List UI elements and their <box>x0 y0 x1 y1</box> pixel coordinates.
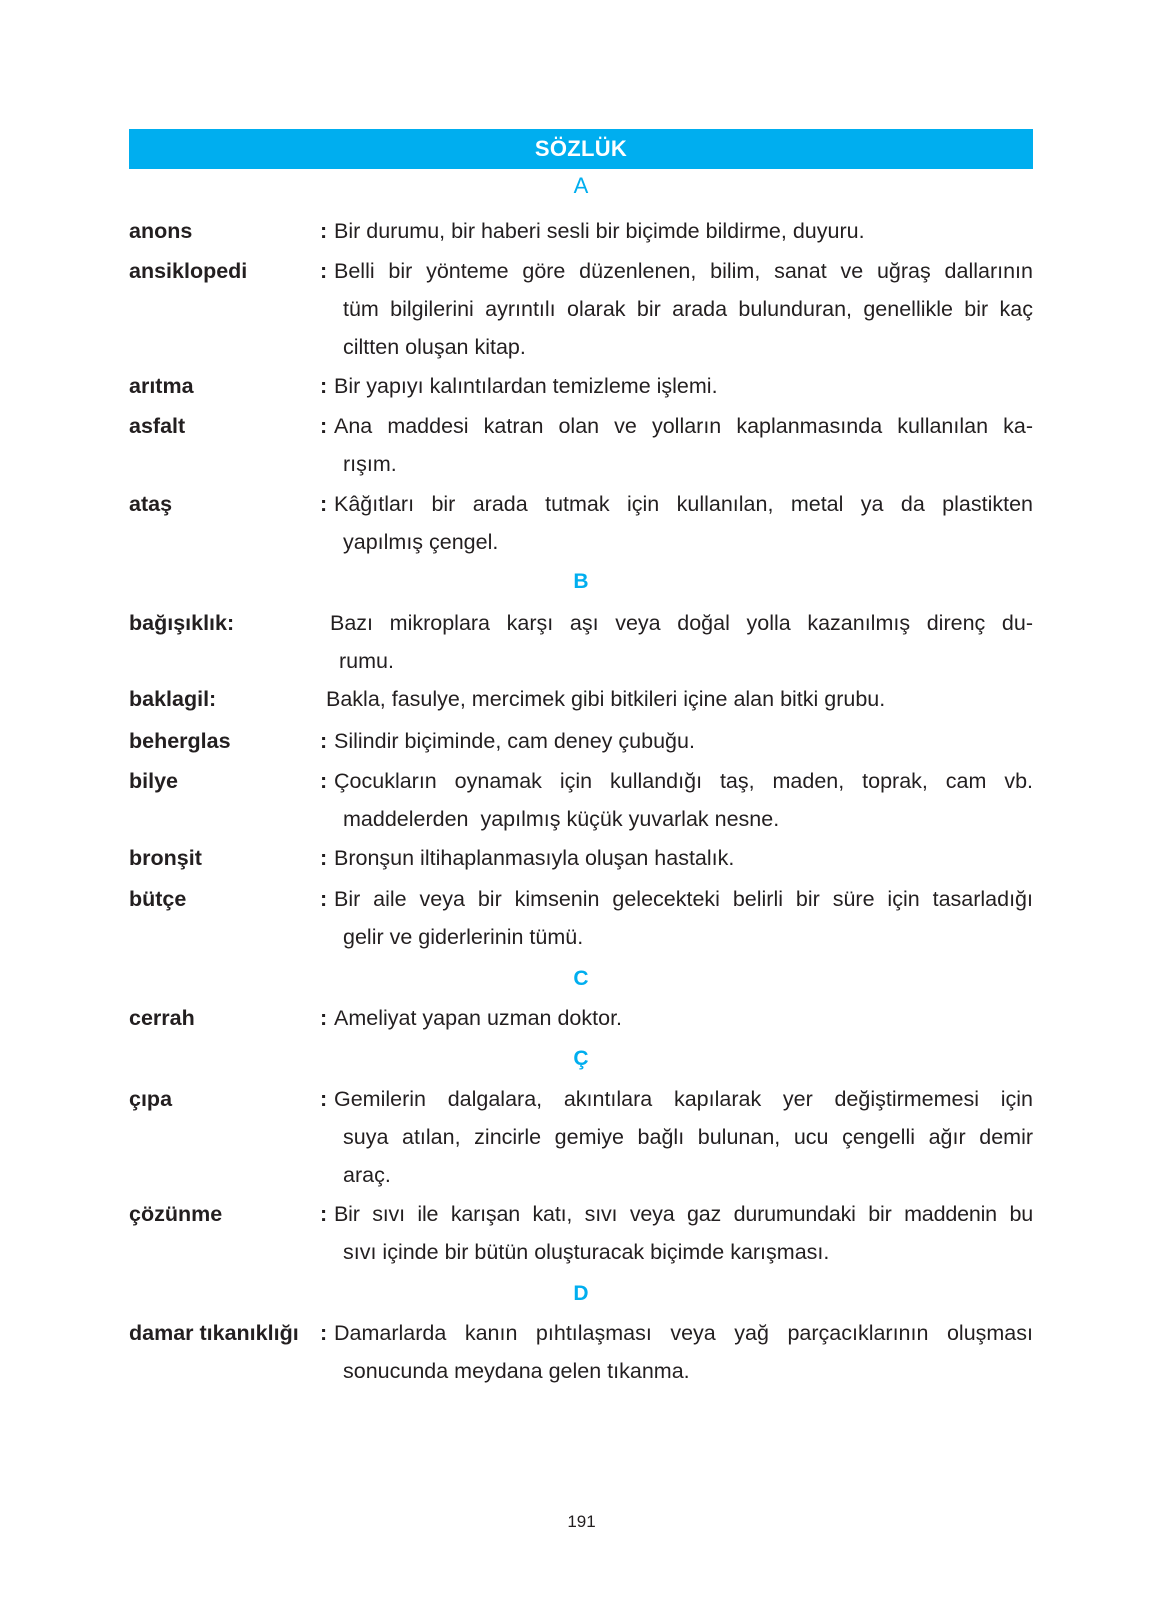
entry-colon: : <box>320 887 328 911</box>
definition-line: tüm bilgilerini ayrıntılı olarak bir arada bulunduran, genellikle bir kaç <box>343 297 1033 321</box>
page-number: 191 <box>567 1512 596 1531</box>
definition-line: Kâğıtları bir arada tutmak için kullanılan, metal ya da plastikten <box>334 492 1033 516</box>
entry-colon: : <box>320 769 328 793</box>
definition-line: yapılmış çengel. <box>343 530 499 554</box>
entry-term: damar tıkanıklığı <box>129 1321 299 1345</box>
definition-line: araç. <box>343 1163 391 1187</box>
entry-definition <box>334 407 1033 483</box>
entry-term: arıtma <box>129 374 194 398</box>
definition-line: Bir durumu, bir haberi sesli bir biçimde bildirme, duyuru. <box>334 219 865 243</box>
entry-term: çözünme <box>129 1202 223 1226</box>
section-letter-d: D <box>573 1282 589 1305</box>
definition-line: Belli bir yönteme göre düzenlenen, bilim, sanat ve uğraş dallarının <box>334 259 1033 283</box>
definition-line: rışım. <box>343 452 397 476</box>
definition-line: Bazı mikroplara karşı aşı veya doğal yolla kazanılmış direnç du- <box>330 611 1033 635</box>
entry-definition <box>334 999 1033 1037</box>
definition-line: Çocukların oynamak için kullandığı taş, maden, toprak, cam vb. <box>334 769 1033 793</box>
entry-definition <box>334 762 1033 838</box>
entry-definition <box>334 1314 1033 1390</box>
entry-colon: : <box>320 1202 328 1226</box>
entry-term: beherglas <box>129 729 231 753</box>
definition-line: Bir yapıyı kalıntılardan temizleme işlemi. <box>334 374 718 398</box>
entry-colon: : <box>320 1321 328 1345</box>
definition-line: Ana maddesi katran olan ve yolların kaplanmasında kullanılan ka- <box>334 414 1033 438</box>
entry-term: bronşit <box>129 846 202 870</box>
section-letter-a: A <box>573 173 589 198</box>
entry-definition <box>334 367 1033 405</box>
definition-line: Bir aile veya bir kimsenin gelecekteki belirli bir süre için tasarladığı <box>334 887 1033 911</box>
entry-colon: : <box>320 846 328 870</box>
entry-colon: : <box>320 219 328 243</box>
definition-line: Gemilerin dalgalara, akıntılara kapılarak yer değiştirmemesi için <box>334 1087 1033 1111</box>
entry-colon: : <box>320 492 328 516</box>
entry-colon: : <box>320 414 328 438</box>
entry-term: baklagil: <box>129 687 217 711</box>
entry-term: asfalt <box>129 414 186 438</box>
entry-definition <box>334 212 1033 250</box>
entry-colon: : <box>320 374 328 398</box>
dictionary-title-banner <box>129 129 1033 169</box>
entry-term: bütçe <box>129 887 187 911</box>
definition-line: Bakla, fasulye, mercimek gibi bitkileri içine alan bitki grubu. <box>326 687 886 711</box>
entry-definition <box>330 604 1033 680</box>
section-letter-c-cedilla: Ç <box>573 1047 589 1070</box>
entry-definition <box>334 1080 1033 1194</box>
entry-definition <box>334 485 1033 561</box>
definition-line: maddelerden yapılmış küçük yuvarlak nesne. <box>343 807 780 831</box>
entry-term: çıpa <box>129 1087 173 1111</box>
entry-definition <box>334 839 1033 877</box>
section-letter-c: C <box>573 967 589 990</box>
entry-term: bilye <box>129 769 178 793</box>
definition-line: suya atılan, zincirle gemiye bağlı bulunan, ucu çengelli ağır demir <box>343 1125 1033 1149</box>
definition-line: sonucunda meydana gelen tıkanma. <box>343 1359 690 1383</box>
definition-line: rumu. <box>339 649 394 673</box>
entry-colon: : <box>320 1087 328 1111</box>
section-letter-b: B <box>573 570 589 593</box>
entry-term: ansiklopedi <box>129 259 248 283</box>
definition-line: Silindir biçiminde, cam deney çubuğu. <box>334 729 695 753</box>
entry-definition <box>334 880 1033 956</box>
entry-definition <box>334 252 1033 366</box>
entry-colon: : <box>320 259 328 283</box>
entry-term: ataş <box>129 492 173 516</box>
definition-line: gelir ve giderlerinin tümü. <box>343 925 584 949</box>
definition-line: ciltten oluşan kitap. <box>343 335 526 359</box>
entry-term: cerrah <box>129 1006 195 1030</box>
definition-line: sıvı içinde bir bütün oluşturacak biçimde karışması. <box>343 1240 830 1264</box>
definition-line: Bir sıvı ile karışan katı, sıvı veya gaz durumundaki bir maddenin bu <box>334 1202 1033 1226</box>
entry-term: anons <box>129 219 193 243</box>
entry-colon: : <box>320 729 328 753</box>
dictionary-title: SÖZLÜK <box>534 136 628 161</box>
entry-definition <box>326 680 1029 718</box>
entry-definition <box>334 1195 1033 1271</box>
definition-line: Ameliyat yapan uzman doktor. <box>334 1006 623 1030</box>
definition-line: Damarlarda kanın pıhtılaşması veya yağ parçacıklarının oluşması <box>334 1321 1033 1345</box>
definition-line: Bronşun iltihaplanmasıyla oluşan hastalık. <box>334 846 735 870</box>
entry-colon: : <box>320 1006 328 1030</box>
entry-definition <box>334 722 1033 760</box>
entry-term: bağışıklık: <box>129 611 235 635</box>
